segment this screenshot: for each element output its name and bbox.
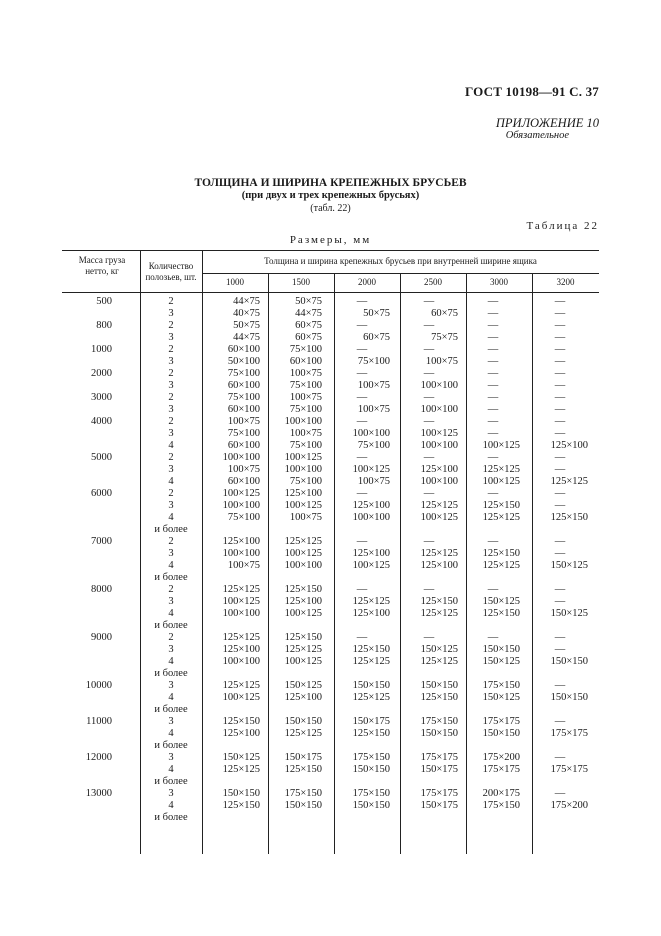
cell-1500: 125×150 xyxy=(284,584,322,595)
cell-3000: 150×125 xyxy=(482,656,520,667)
cell-2000: 100×125 xyxy=(352,560,390,571)
cell-3000: 125×125 xyxy=(482,560,520,571)
appendix-label: ПРИЛОЖЕНИЕ 10 xyxy=(495,116,599,130)
cell-mass: 8000 xyxy=(91,584,112,595)
cell-3200: — xyxy=(554,368,566,379)
cell-2500: 100×100 xyxy=(420,380,458,391)
cell-1000: 44×75 xyxy=(233,296,260,307)
table-label: Таблица 22 xyxy=(526,220,599,232)
header-width: 2000 xyxy=(358,277,376,287)
cell-3000: 200×175 xyxy=(482,788,520,799)
cell-2000: 125×100 xyxy=(352,500,390,511)
cell-count: 2 xyxy=(168,296,174,307)
cell-1500: 75×100 xyxy=(289,380,322,391)
cell-3000: 150×150 xyxy=(482,728,520,739)
cell-3200: — xyxy=(554,296,566,307)
cell-2000: 150×150 xyxy=(352,764,390,775)
cell-count: 4 xyxy=(168,440,174,451)
cell-3200: — xyxy=(554,344,566,355)
cell-3200: — xyxy=(554,488,566,499)
cell-count: и более xyxy=(154,524,188,535)
cell-3000: — xyxy=(487,428,499,439)
cell-3000: — xyxy=(487,584,499,595)
cell-2500: 60×75 xyxy=(431,308,458,319)
cell-2000: 75×100 xyxy=(357,356,390,367)
cell-count: 4 xyxy=(168,560,174,571)
cell-3000: — xyxy=(487,320,499,331)
cell-1500: 75×100 xyxy=(289,476,322,487)
cell-1500: 100×125 xyxy=(284,656,322,667)
cell-3200: 150×125 xyxy=(550,608,588,619)
cell-3200: — xyxy=(554,428,566,439)
cell-1500: 125×100 xyxy=(284,488,322,499)
cell-1500: 125×150 xyxy=(284,632,322,643)
cell-mass: 7000 xyxy=(91,536,112,547)
header-width: 2500 xyxy=(424,277,442,287)
cell-2000: 100×75 xyxy=(357,380,390,391)
cell-1000: 100×100 xyxy=(222,608,260,619)
cell-2500: — xyxy=(423,320,435,331)
cell-3000: 175×200 xyxy=(482,752,520,763)
cell-2000: 100×100 xyxy=(352,512,390,523)
cell-1500: 125×150 xyxy=(284,764,322,775)
cell-1000: 60×100 xyxy=(227,440,260,451)
cell-3200: — xyxy=(554,452,566,463)
cell-3000: 125×150 xyxy=(482,548,520,559)
cell-count: 4 xyxy=(168,800,174,811)
cell-1000: 100×75 xyxy=(227,464,260,475)
cell-3200: 125×150 xyxy=(550,512,588,523)
cell-2000: 100×75 xyxy=(357,404,390,415)
header-bottom-rule xyxy=(62,292,599,293)
cell-1000: 125×100 xyxy=(222,644,260,655)
header-width: 1000 xyxy=(226,277,244,287)
cell-2500: 125×150 xyxy=(420,596,458,607)
cell-3000: 125×125 xyxy=(482,464,520,475)
cell-count: 2 xyxy=(168,452,174,463)
cell-count: и более xyxy=(154,776,188,787)
cell-1000: 50×100 xyxy=(227,356,260,367)
cell-1500: 100×75 xyxy=(289,368,322,379)
cell-1000: 100×75 xyxy=(227,560,260,571)
cell-count: 3 xyxy=(168,716,174,727)
cell-2500: — xyxy=(423,344,435,355)
cell-count: 2 xyxy=(168,536,174,547)
cell-1500: 150×175 xyxy=(284,752,322,763)
cell-3200: — xyxy=(554,644,566,655)
cell-mass: 10000 xyxy=(85,680,112,691)
cell-2000: — xyxy=(356,320,368,331)
cell-1000: 100×100 xyxy=(222,452,260,463)
cell-1000: 125×150 xyxy=(222,800,260,811)
cell-count: 3 xyxy=(168,404,174,415)
cell-1000: 150×125 xyxy=(222,752,260,763)
cell-3200: — xyxy=(554,404,566,415)
cell-1500: 100×100 xyxy=(284,560,322,571)
cell-1000: 60×100 xyxy=(227,404,260,415)
cell-mass: 4000 xyxy=(91,416,112,427)
header-count: Количество полозьев, шт. xyxy=(145,261,197,282)
cell-2000: 150×175 xyxy=(352,716,390,727)
cell-3200: 175×175 xyxy=(550,728,588,739)
cell-1000: 75×100 xyxy=(227,392,260,403)
header-mass: Масса груза нетто, кг xyxy=(78,255,126,276)
cell-1500: 100×100 xyxy=(284,464,322,475)
cell-count: 3 xyxy=(168,644,174,655)
cell-1500: 44×75 xyxy=(295,308,322,319)
cell-count: 3 xyxy=(168,596,174,607)
cell-2500: — xyxy=(423,368,435,379)
cell-3000: 150×150 xyxy=(482,644,520,655)
cell-mass: 9000 xyxy=(91,632,112,643)
cell-2500: 100×100 xyxy=(420,476,458,487)
cell-count: и более xyxy=(154,620,188,631)
page-title: ТОЛЩИНА И ШИРИНА КРЕПЕЖНЫХ БРУСЬЕВ xyxy=(194,177,467,189)
cell-1500: 175×150 xyxy=(284,788,322,799)
cell-2000: — xyxy=(356,416,368,427)
cell-3200: — xyxy=(554,596,566,607)
cell-3000: — xyxy=(487,356,499,367)
cell-3000: — xyxy=(487,368,499,379)
cell-1500: 75×100 xyxy=(289,440,322,451)
cell-1000: 60×100 xyxy=(227,476,260,487)
cell-count: 3 xyxy=(168,500,174,511)
cell-count: и более xyxy=(154,740,188,751)
cell-2000: 150×150 xyxy=(352,680,390,691)
cell-count: 4 xyxy=(168,476,174,487)
cell-count: 2 xyxy=(168,368,174,379)
cell-2500: 150×150 xyxy=(420,680,458,691)
cell-mass: 500 xyxy=(96,296,112,307)
cell-2000: — xyxy=(356,632,368,643)
cell-3000: — xyxy=(487,332,499,343)
cell-2000: 125×100 xyxy=(352,548,390,559)
cell-2000: — xyxy=(356,584,368,595)
cell-3200: — xyxy=(554,380,566,391)
cell-2000: 125×150 xyxy=(352,644,390,655)
cell-count: 2 xyxy=(168,632,174,643)
cell-count: 3 xyxy=(168,428,174,439)
cell-count: 4 xyxy=(168,512,174,523)
cell-3200: 150×150 xyxy=(550,692,588,703)
cell-1500: 60×100 xyxy=(289,356,322,367)
cell-3200: — xyxy=(554,548,566,559)
cell-2000: — xyxy=(356,296,368,307)
cell-3000: — xyxy=(487,416,499,427)
cell-3000: — xyxy=(487,488,499,499)
cell-3000: 175×175 xyxy=(482,764,520,775)
appendix-note: Обязательное xyxy=(505,130,569,141)
cell-2500: 150×150 xyxy=(420,728,458,739)
cell-1500: 100×75 xyxy=(289,392,322,403)
cell-2000: — xyxy=(356,392,368,403)
cell-count: 2 xyxy=(168,320,174,331)
cell-mass: 11000 xyxy=(86,716,112,727)
cell-3200: 125×125 xyxy=(550,476,588,487)
cell-3200: — xyxy=(554,464,566,475)
cell-2000: — xyxy=(356,536,368,547)
cell-1000: 100×125 xyxy=(222,488,260,499)
cell-1500: 75×100 xyxy=(289,344,322,355)
cell-3000: 125×125 xyxy=(482,512,520,523)
cell-1500: 125×125 xyxy=(284,644,322,655)
cell-3000: 175×175 xyxy=(482,716,520,727)
cell-1000: 75×100 xyxy=(227,428,260,439)
cell-count: 3 xyxy=(168,548,174,559)
cell-2000: 125×125 xyxy=(352,692,390,703)
header-width: 1500 xyxy=(292,277,310,287)
cell-1000: 50×75 xyxy=(233,320,260,331)
cell-2000: 125×125 xyxy=(352,656,390,667)
cell-count: 3 xyxy=(168,680,174,691)
cell-3000: 100×125 xyxy=(482,476,520,487)
cell-1500: 100×125 xyxy=(284,500,322,511)
cell-count: 2 xyxy=(168,344,174,355)
page-subtitle: (при двух и трех крепежных брусьях) xyxy=(241,190,420,201)
cell-3200: — xyxy=(554,584,566,595)
cell-1000: 100×125 xyxy=(222,692,260,703)
cell-2000: 125×125 xyxy=(352,596,390,607)
cell-mass: 13000 xyxy=(85,788,112,799)
cell-2500: 150×175 xyxy=(420,800,458,811)
cell-1500: 60×75 xyxy=(295,332,322,343)
cell-2500: 100×100 xyxy=(420,404,458,415)
cell-2500: 125×125 xyxy=(420,608,458,619)
cell-count: и более xyxy=(154,704,188,715)
cell-1000: 100×75 xyxy=(227,416,260,427)
cell-1500: 100×125 xyxy=(284,548,322,559)
cell-count: 2 xyxy=(168,392,174,403)
cell-count: и более xyxy=(154,572,188,583)
cell-2000: 50×75 xyxy=(363,308,390,319)
cell-mass: 800 xyxy=(96,320,112,331)
cell-1500: 100×125 xyxy=(284,608,322,619)
cell-mass: 5000 xyxy=(91,452,112,463)
cell-2500: 125×125 xyxy=(420,548,458,559)
cell-3200: — xyxy=(554,716,566,727)
cell-2500: — xyxy=(423,584,435,595)
cell-2000: 100×100 xyxy=(352,428,390,439)
cell-2500: 125×125 xyxy=(420,656,458,667)
cell-2500: 75×75 xyxy=(431,332,458,343)
cell-2500: 150×175 xyxy=(420,764,458,775)
cell-3200: — xyxy=(554,308,566,319)
cell-count: 2 xyxy=(168,488,174,499)
cell-2500: 100×75 xyxy=(425,356,458,367)
cell-count: 4 xyxy=(168,656,174,667)
cell-2500: 175×175 xyxy=(420,788,458,799)
cell-2500: 100×125 xyxy=(420,428,458,439)
cell-3000: 125×150 xyxy=(482,500,520,511)
cell-1000: 75×100 xyxy=(227,512,260,523)
cell-mass: 1000 xyxy=(91,344,112,355)
document-header: ГОСТ 10198—91 С. 37 xyxy=(465,84,599,99)
cell-count: 3 xyxy=(168,332,174,343)
cell-1000: 100×100 xyxy=(222,500,260,511)
cell-count: 3 xyxy=(168,308,174,319)
cell-count: и более xyxy=(154,812,188,823)
cell-2500: — xyxy=(423,416,435,427)
cell-count: и более xyxy=(154,668,188,679)
cell-2000: 100×75 xyxy=(357,476,390,487)
cell-3200: 175×175 xyxy=(550,764,588,775)
cell-3200: — xyxy=(554,332,566,343)
cell-2500: — xyxy=(423,392,435,403)
cell-2500: 125×100 xyxy=(420,560,458,571)
cell-3000: 125×150 xyxy=(482,608,520,619)
cell-2500: 175×175 xyxy=(420,752,458,763)
cell-1500: 125×125 xyxy=(284,536,322,547)
cell-3000: — xyxy=(487,452,499,463)
cell-count: 3 xyxy=(168,380,174,391)
cell-1000: 125×100 xyxy=(222,728,260,739)
cell-3200: — xyxy=(554,356,566,367)
cell-3000: — xyxy=(487,536,499,547)
cell-3000: 150×125 xyxy=(482,692,520,703)
cell-2500: — xyxy=(423,452,435,463)
cell-1000: 60×100 xyxy=(227,344,260,355)
cell-1000: 60×100 xyxy=(227,380,260,391)
cell-2000: 75×100 xyxy=(357,440,390,451)
cell-mass: 12000 xyxy=(85,752,112,763)
cell-3000: — xyxy=(487,344,499,355)
cell-2000: 100×125 xyxy=(352,464,390,475)
table-reference: (табл. 22) xyxy=(310,203,351,214)
cell-1500: 75×100 xyxy=(289,404,322,415)
cell-count: 3 xyxy=(168,752,174,763)
cell-3200: 175×200 xyxy=(550,800,588,811)
cell-1500: 100×75 xyxy=(289,428,322,439)
cell-1500: 125×100 xyxy=(284,596,322,607)
cell-3000: — xyxy=(487,404,499,415)
cell-3000: 175×150 xyxy=(482,800,520,811)
cell-1500: 50×75 xyxy=(295,296,322,307)
cell-1500: 150×125 xyxy=(284,680,322,691)
cell-3000: — xyxy=(487,392,499,403)
cell-1000: 100×100 xyxy=(222,548,260,559)
cell-3000: 100×125 xyxy=(482,440,520,451)
header-width: 3200 xyxy=(556,277,575,287)
cell-count: 4 xyxy=(168,728,174,739)
cell-2500: — xyxy=(423,296,435,307)
cell-2000: 60×75 xyxy=(363,332,390,343)
cell-count: 4 xyxy=(168,692,174,703)
cell-3200: — xyxy=(554,392,566,403)
cell-count: 3 xyxy=(168,356,174,367)
cell-1500: 125×125 xyxy=(284,728,322,739)
cell-3200: — xyxy=(554,500,566,511)
cell-1000: 125×150 xyxy=(222,716,260,727)
data-table xyxy=(62,250,599,854)
cell-1500: 125×100 xyxy=(284,692,322,703)
cell-1000: 40×75 xyxy=(233,308,260,319)
cell-3200: — xyxy=(554,680,566,691)
cell-2500: — xyxy=(423,632,435,643)
cell-mass: 2000 xyxy=(91,368,112,379)
cell-3000: 175×150 xyxy=(482,680,520,691)
cell-1000: 75×100 xyxy=(227,368,260,379)
cell-2500: 125×150 xyxy=(420,692,458,703)
cell-3200: 125×100 xyxy=(550,440,588,451)
cell-1500: 100×75 xyxy=(289,512,322,523)
cell-count: 3 xyxy=(168,788,174,799)
cell-3000: — xyxy=(487,296,499,307)
cell-count: 4 xyxy=(168,608,174,619)
cell-1500: 100×100 xyxy=(284,416,322,427)
cell-1500: 100×125 xyxy=(284,452,322,463)
cell-count: 2 xyxy=(168,416,174,427)
cell-count: 4 xyxy=(168,764,174,775)
cell-2000: 125×150 xyxy=(352,728,390,739)
cell-3200: 150×125 xyxy=(550,560,588,571)
cell-2500: 125×100 xyxy=(420,464,458,475)
cell-2000: — xyxy=(356,488,368,499)
cell-2500: — xyxy=(423,536,435,547)
cell-1000: 100×125 xyxy=(222,596,260,607)
cell-2000: 125×100 xyxy=(352,608,390,619)
cell-3200: — xyxy=(554,632,566,643)
cell-3000: — xyxy=(487,308,499,319)
cell-3000: — xyxy=(487,632,499,643)
cell-3200: — xyxy=(554,416,566,427)
cell-3200: — xyxy=(554,788,566,799)
cell-2000: — xyxy=(356,344,368,355)
cell-2000: 175×150 xyxy=(352,752,390,763)
header-group: Толщина и ширина крепежных брусьев при внутренней ширине ящика xyxy=(264,256,537,266)
cell-mass: 3000 xyxy=(91,392,112,403)
cell-1500: 60×75 xyxy=(295,320,322,331)
sizes-label: Размеры, мм xyxy=(289,234,372,246)
cell-2000: 175×150 xyxy=(352,788,390,799)
cell-3000: 150×125 xyxy=(482,596,520,607)
cell-1000: 125×125 xyxy=(222,764,260,775)
cell-2500: — xyxy=(423,488,435,499)
table-top-rule xyxy=(62,250,599,251)
cell-2000: 150×150 xyxy=(352,800,390,811)
cell-1000: 125×125 xyxy=(222,632,260,643)
header-width: 3000 xyxy=(490,277,508,287)
cell-1500: 150×150 xyxy=(284,800,322,811)
cell-2000: — xyxy=(356,452,368,463)
cell-count: 2 xyxy=(168,584,174,595)
cell-2500: 100×125 xyxy=(420,512,458,523)
cell-3200: — xyxy=(554,536,566,547)
cell-1000: 100×100 xyxy=(222,656,260,667)
cell-1500: 150×150 xyxy=(284,716,322,727)
cell-1000: 125×125 xyxy=(222,680,260,691)
cell-3200: — xyxy=(554,320,566,331)
cell-3200: — xyxy=(554,752,566,763)
cell-mass: 6000 xyxy=(91,488,112,499)
cell-1000: 125×100 xyxy=(222,536,260,547)
cell-1000: 150×150 xyxy=(222,788,260,799)
cell-2500: 175×150 xyxy=(420,716,458,727)
cell-2500: 125×125 xyxy=(420,500,458,511)
cell-3200: 150×150 xyxy=(550,656,588,667)
cell-1000: 125×125 xyxy=(222,584,260,595)
cell-2000: — xyxy=(356,368,368,379)
cell-3000: — xyxy=(487,380,499,391)
cell-2500: 150×125 xyxy=(420,644,458,655)
cell-1000: 44×75 xyxy=(233,332,260,343)
cell-2500: 100×100 xyxy=(420,440,458,451)
cell-count: 3 xyxy=(168,464,174,475)
